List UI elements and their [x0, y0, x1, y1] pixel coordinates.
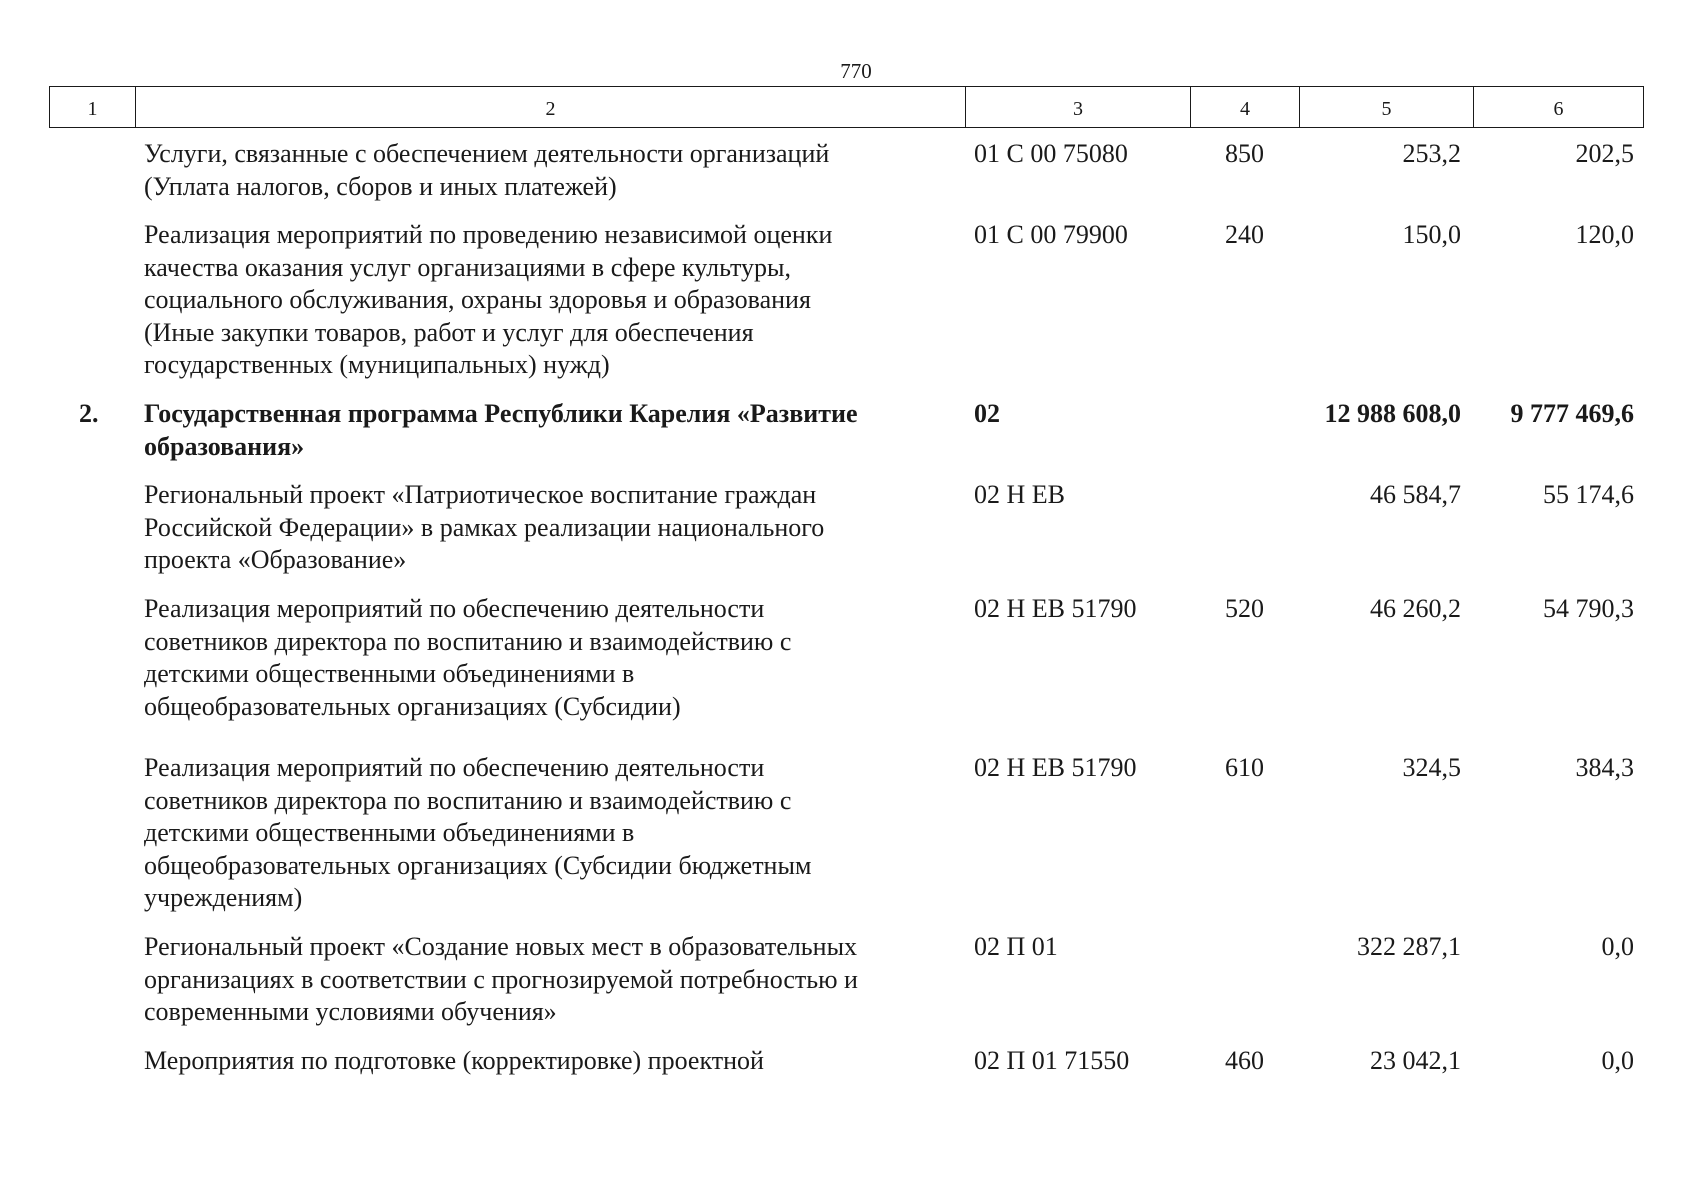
description-line: Мероприятия по подготовке (корректировке) проектной [144, 1046, 764, 1075]
row-description [144, 138, 944, 203]
description-line: социального обслуживания, охраны здоровья и образования [144, 285, 811, 315]
column-header-4: 4 [1191, 87, 1300, 127]
description-line: Российской Федерации» в рамках реализации национального [144, 512, 825, 542]
column-header-3: 3 [966, 87, 1191, 127]
amount-column-5: 324,5 [1402, 753, 1461, 782]
amount-column-5: 12 988 608,0 [1324, 399, 1461, 428]
description-line: проекта «Образование» [144, 545, 407, 575]
row-description [144, 752, 944, 915]
description-line: детскими общественными объединениями в [144, 818, 635, 848]
amount-column-5: 150,0 [1402, 220, 1461, 249]
description-line: Реализация мероприятий по обеспечению деятельности [144, 753, 765, 782]
expense-type-code: 240 [1225, 220, 1264, 249]
amount-column-6: 384,3 [1575, 753, 1634, 782]
description-line: Региональный проект «Патриотическое воспитание граждан [144, 480, 817, 509]
classification-code: 02 Н ЕВ 51790 [974, 594, 1137, 623]
description-line: (Иные закупки товаров, работ и услуг для обеспечения [144, 317, 754, 347]
amount-column-6: 55 174,6 [1543, 480, 1634, 509]
description-line: Реализация мероприятий по обеспечению деятельности [144, 594, 765, 623]
classification-code: 02 [974, 399, 1000, 428]
description-line: учреждениям) [144, 883, 303, 913]
expense-type-code: 850 [1225, 139, 1264, 168]
page-number: 770 [840, 59, 872, 83]
description-line: Услуги, связанные с обеспечением деятельности организаций [144, 139, 830, 168]
description-line: советников директора по воспитанию и взаимодействию с [144, 785, 792, 815]
row-number: 2. [79, 399, 99, 428]
table-header [49, 86, 1644, 128]
amount-column-6: 202,5 [1575, 139, 1634, 168]
classification-code: 01 С 00 75080 [974, 139, 1128, 168]
expense-type-code: 520 [1225, 594, 1264, 623]
row-description [144, 931, 944, 1029]
description-line: Реализация мероприятий по проведению независимой оценки [144, 220, 833, 249]
amount-column-5: 46 584,7 [1370, 480, 1461, 509]
description-line: Региональный проект «Создание новых мест в образовательных [144, 932, 858, 961]
column-header-2: 2 [136, 87, 966, 127]
classification-code: 02 П 01 71550 [974, 1046, 1130, 1075]
row-description [144, 219, 944, 382]
expense-type-code: 610 [1225, 753, 1264, 782]
column-header-5: 5 [1300, 87, 1474, 127]
classification-code: 02 П 01 [974, 932, 1058, 961]
description-line: государственных (муниципальных) нужд) [144, 350, 610, 380]
classification-code: 02 Н ЕВ [974, 480, 1065, 509]
amount-column-6: 9 777 469,6 [1510, 399, 1634, 428]
amount-column-6: 54 790,3 [1543, 594, 1634, 623]
description-line: качества оказания услуг организациями в сфере культуры, [144, 252, 791, 282]
description-line: детскими общественными объединениями в [144, 659, 635, 689]
description-line: Государственная программа Республики Карелия «Развитие [144, 399, 858, 428]
amount-column-6: 0,0 [1601, 1046, 1634, 1075]
column-header-6: 6 [1553, 97, 1564, 120]
row-description [144, 593, 944, 723]
amount-column-5: 46 260,2 [1370, 594, 1461, 623]
row-description [144, 479, 944, 577]
description-line: общеобразовательных организациях (Субсидии бюджетным [144, 850, 812, 880]
classification-code: 01 С 00 79900 [974, 220, 1128, 249]
row-description [144, 1045, 944, 1078]
amount-column-5: 23 042,1 [1370, 1046, 1461, 1075]
column-header-1: 1 [50, 87, 136, 127]
amount-column-6: 0,0 [1601, 932, 1634, 961]
description-line: общеобразовательных организациях (Субсидии) [144, 691, 681, 721]
description-line: (Уплата налогов, сборов и иных платежей) [144, 171, 617, 201]
description-line: современными условиями обучения» [144, 997, 557, 1027]
description-line: организациях в соответствии с прогнозируемой потребностью и [144, 964, 858, 994]
amount-column-6: 120,0 [1575, 220, 1634, 249]
row-description [144, 398, 944, 463]
amount-column-5: 322 287,1 [1357, 932, 1461, 961]
expense-type-code: 460 [1225, 1046, 1264, 1075]
classification-code: 02 Н ЕВ 51790 [974, 753, 1137, 782]
description-line: образования» [144, 431, 305, 461]
description-line: советников директора по воспитанию и взаимодействию с [144, 626, 792, 656]
amount-column-5: 253,2 [1402, 139, 1461, 168]
